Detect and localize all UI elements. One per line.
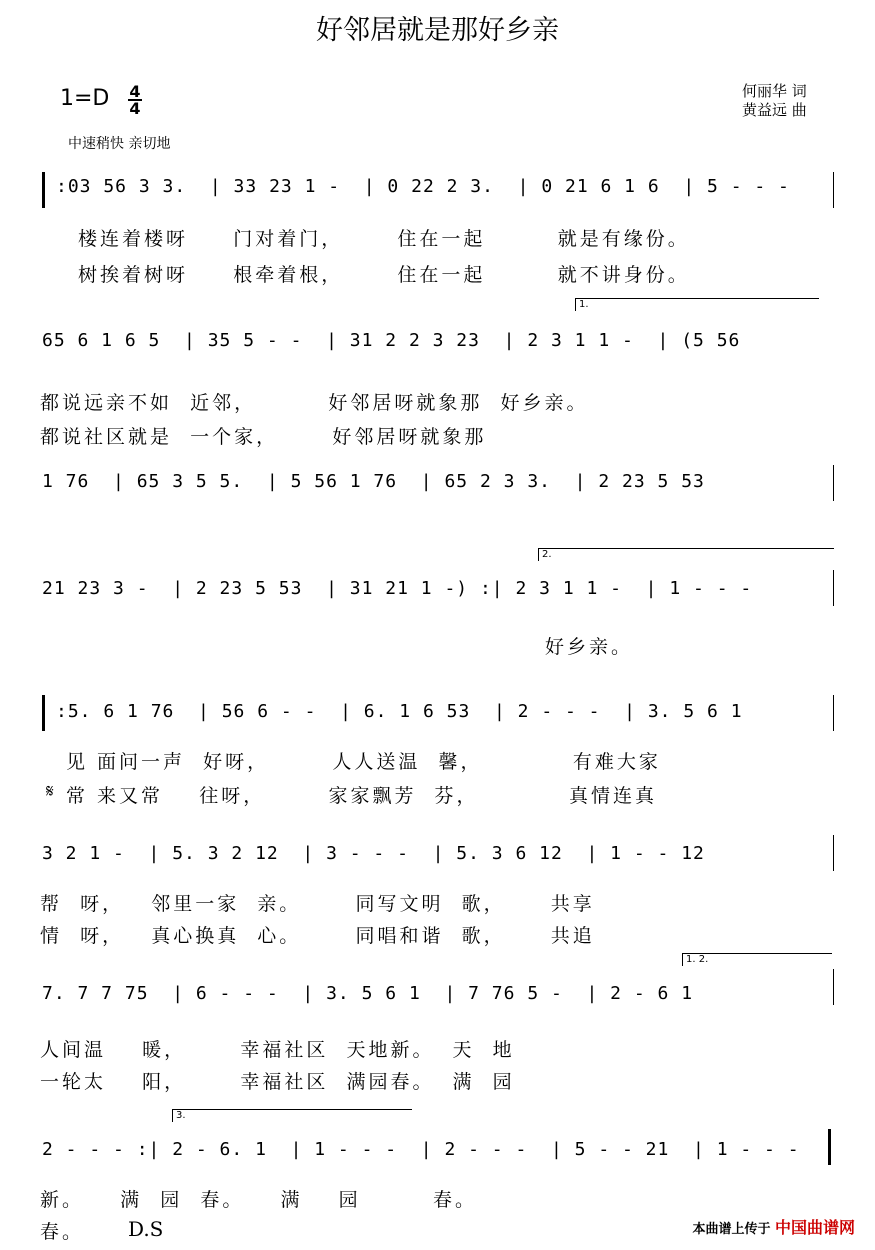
key-signature: 1=D bbox=[60, 86, 110, 111]
credits bbox=[742, 82, 807, 120]
lyrics-verse-1: 见 面问一声 好呀， 人人送温 馨， 有难大家 bbox=[66, 751, 661, 773]
notes-line: 2 - - - :| 2 - 6. 1 | 1 - - - | 2 - - - | 5 - - 21 | 1 - - - bbox=[42, 1139, 800, 1160]
notes-line: 1 76 | 65 3 5 5. | 5 56 1 76 | 65 2 3 3. | 2 23 5 53 bbox=[42, 471, 705, 492]
page-title: 好邻居就是那好乡亲 bbox=[316, 15, 559, 46]
dal-segno-mark: D.S bbox=[128, 1217, 164, 1241]
lyrics-verse-2: 情 呀， 真心换真 心。 同唱和谐 歌， 共追 bbox=[40, 925, 595, 947]
lyrics-verse-1: 都说远亲不如 近邻， 好邻居呀就象那 好乡亲。 bbox=[40, 392, 589, 414]
time-signature bbox=[128, 84, 142, 116]
lyrics-verse-2: 都说社区就是 一个家， 好邻居呀就象那 bbox=[40, 426, 487, 448]
composer: 黄益远 曲 bbox=[742, 101, 807, 119]
volta-bracket-3: 3. bbox=[172, 1109, 412, 1122]
notes-line: 7. 7 7 75 | 6 - - - | 3. 5 6 1 | 7 76 5 - | 2 - 6 1 bbox=[42, 983, 694, 1004]
lyricist: 何丽华 词 bbox=[742, 82, 807, 100]
lyrics-verse-2: 春。 bbox=[40, 1221, 85, 1243]
lyrics-verse-1: 帮 呀， 邻里一家 亲。 同写文明 歌， 共享 bbox=[40, 893, 595, 915]
volta-bracket-1: 1. bbox=[575, 298, 819, 311]
notes-line: 65 6 1 6 5 | 35 5 - - | 31 2 2 3 23 | 2 3 1 1 - | (5 56 bbox=[42, 330, 741, 351]
lyrics-verse-1: 人间温 暖， 幸福社区 天地新。 天 地 bbox=[40, 1039, 515, 1061]
volta-bracket-2: 2. bbox=[538, 548, 834, 561]
volta-bracket-1-2: 1. 2. bbox=[682, 953, 832, 966]
notes-line: 3 2 1 - | 5. 3 2 12 | 3 - - - | 5. 3 6 12 | 1 - - 12 bbox=[42, 843, 705, 864]
footer-credit bbox=[692, 1215, 855, 1238]
lyrics-verse-1: 楼连着楼呀 门对着门， 住在一起 就是有缘份。 bbox=[78, 228, 690, 250]
site-logo[interactable]: 中国曲谱网 bbox=[774, 1218, 855, 1237]
meter-bottom: 4 bbox=[129, 99, 141, 118]
lyrics-verse-2: 一轮太 阳， 幸福社区 满园春。 满 园 bbox=[40, 1071, 515, 1093]
meter-top: 4 bbox=[129, 82, 141, 101]
lyrics-verse-1: 好乡亲。 bbox=[545, 636, 634, 658]
lyrics-verse-2: 常 来又常 往呀， 家家飘芳 芬， 真情连真 bbox=[66, 785, 657, 807]
lyrics-verse-1: 新。 满 园 春。 满 园 春。 bbox=[40, 1189, 477, 1211]
lyrics-verse-2: 树挨着树呀 根牵着根， 住在一起 就不讲身份。 bbox=[78, 264, 690, 286]
notes-line: :03 56 3 3. | 33 23 1 - | 0 22 2 3. | 0 21 6 1 6 | 5 - - - bbox=[56, 176, 790, 197]
segno-icon: 𝄋 bbox=[46, 781, 54, 802]
tempo-marking: 中速稍快 亲切地 bbox=[68, 136, 171, 152]
footer-text: 本曲谱上传于 bbox=[692, 1222, 771, 1237]
notes-line: 21 23 3 - | 2 23 5 53 | 31 21 1 -) :| 2 3 1 1 - | 1 - - - bbox=[42, 578, 753, 599]
notes-line: :5. 6 1 76 | 56 6 - - | 6. 1 6 53 | 2 - - - | 3. 5 6 1 bbox=[56, 701, 743, 722]
